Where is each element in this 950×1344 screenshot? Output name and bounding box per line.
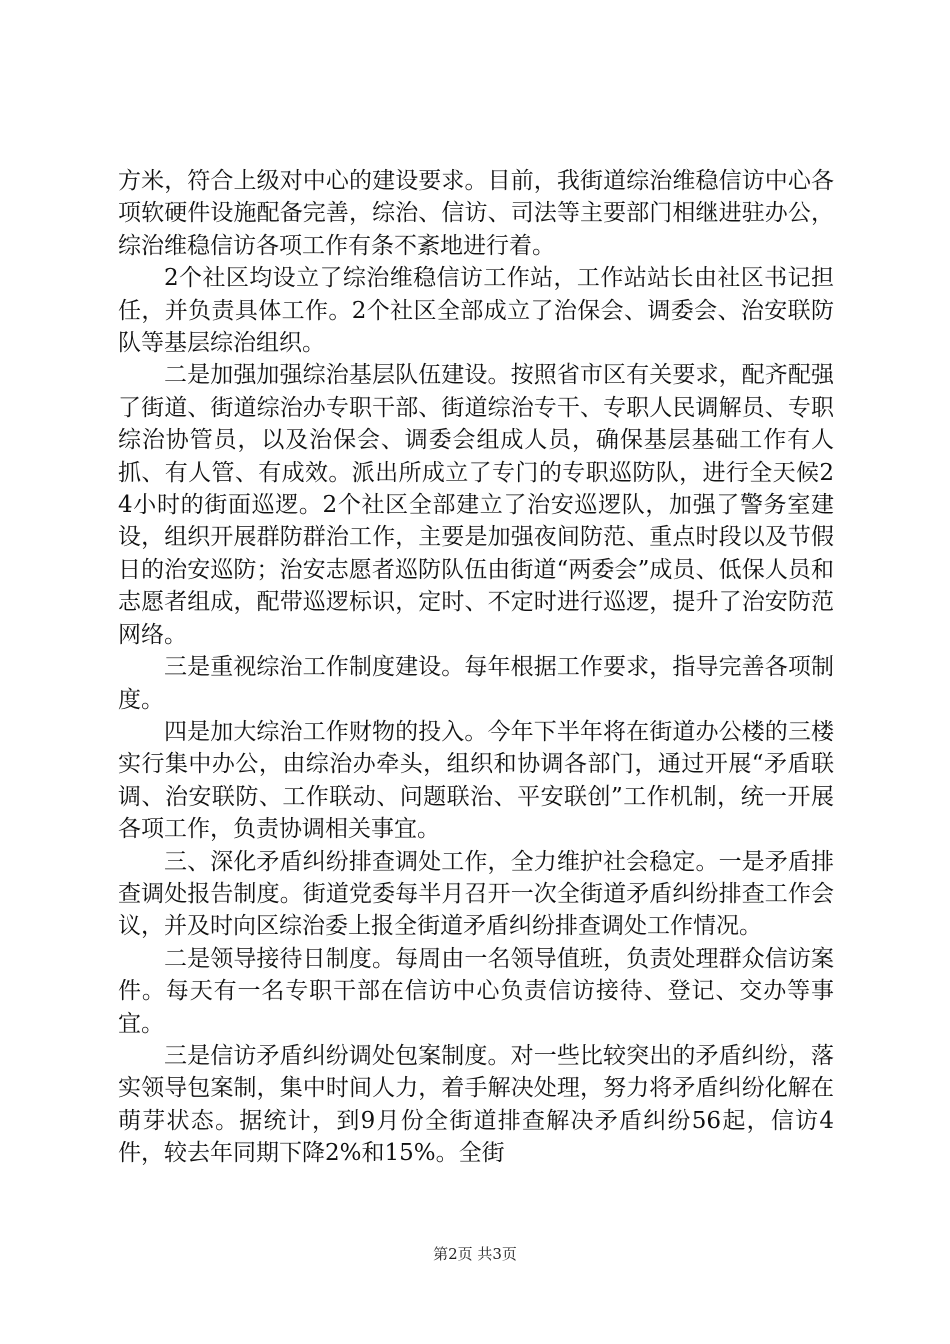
paragraph-4: 三是重视综治工作制度建设。每年根据工作要求，指导完善各项制度。	[118, 654, 834, 713]
paragraph-2: 2个社区均设立了综治维稳信访工作站，工作站站长由社区书记担任，并负责具体工作。2个社区全部成立了治保会、调委会、治安联防队等基层综治组织。	[118, 265, 834, 357]
paragraph-7: 二是领导接待日制度。每周由一名领导值班，负责处理群众信访案件。每天有一名专职干部在信访中心负责信访接待、登记、交办等事宜。	[118, 945, 834, 1037]
page-number-label: 第2页 共3页	[433, 1245, 517, 1263]
paragraph-8: 三是信访矛盾纠纷调处包案制度。对一些比较突出的矛盾纠纷，落实领导包案制，集中时间人力，着手解决处理，努力将矛盾纠纷化解在萌芽状态。据统计，到9月份全街道排查解决矛盾纠纷56起，信访4件，较去年同期下降2%和15%。全街	[118, 1042, 834, 1167]
paragraph-6: 三、深化矛盾纠纷排查调处工作，全力维护社会稳定。一是矛盾排查调处报告制度。街道党委每半月召开一次全街道矛盾纠纷排查工作会议，并及时向区综治委上报全街道矛盾纠纷排查调处工作情况。	[118, 848, 834, 940]
paragraph-1: 方米，符合上级对中心的建设要求。目前，我街道综治维稳信访中心各项软硬件设施配备完善，综治、信访、司法等主要部门相继进驻办公，综治维稳信访各项工作有条不紊地进行着。	[118, 168, 834, 259]
paragraph-3: 二是加强加强综治基层队伍建设。按照省市区有关要求，配齐配强了街道、街道综治办专职干部、街道综治专干、专职人民调解员、专职综治协管员，以及治保会、调委会组成人员，确保基层基础工作有人抓、有人管、有成效。派出所成立了专门的专职巡防队，进行全天候24小时的街面巡逻。2个社区全部建立了治安巡逻队，加强了警务室建设，组织开展群防群治工作，主要是加强夜间防范、重点时段以及节假日的治安巡防；治安志愿者巡防队伍由街道“两委会”成员、低保人员和志愿者组成，配带巡逻标识，定时、不定时进行巡逻，提升了治安防范网络。	[118, 362, 834, 648]
page-footer	[0, 1244, 950, 1264]
paragraph-5: 四是加大综治工作财物的投入。今年下半年将在街道办公楼的三楼实行集中办公，由综治办牵头，组织和协调各部门，通过开展“矛盾联调、治安联防、工作联动、问题联治、平安联创”工作机制，统一开展各项工作，负责协调相关事宜。	[118, 718, 834, 843]
document-body	[118, 165, 834, 1170]
